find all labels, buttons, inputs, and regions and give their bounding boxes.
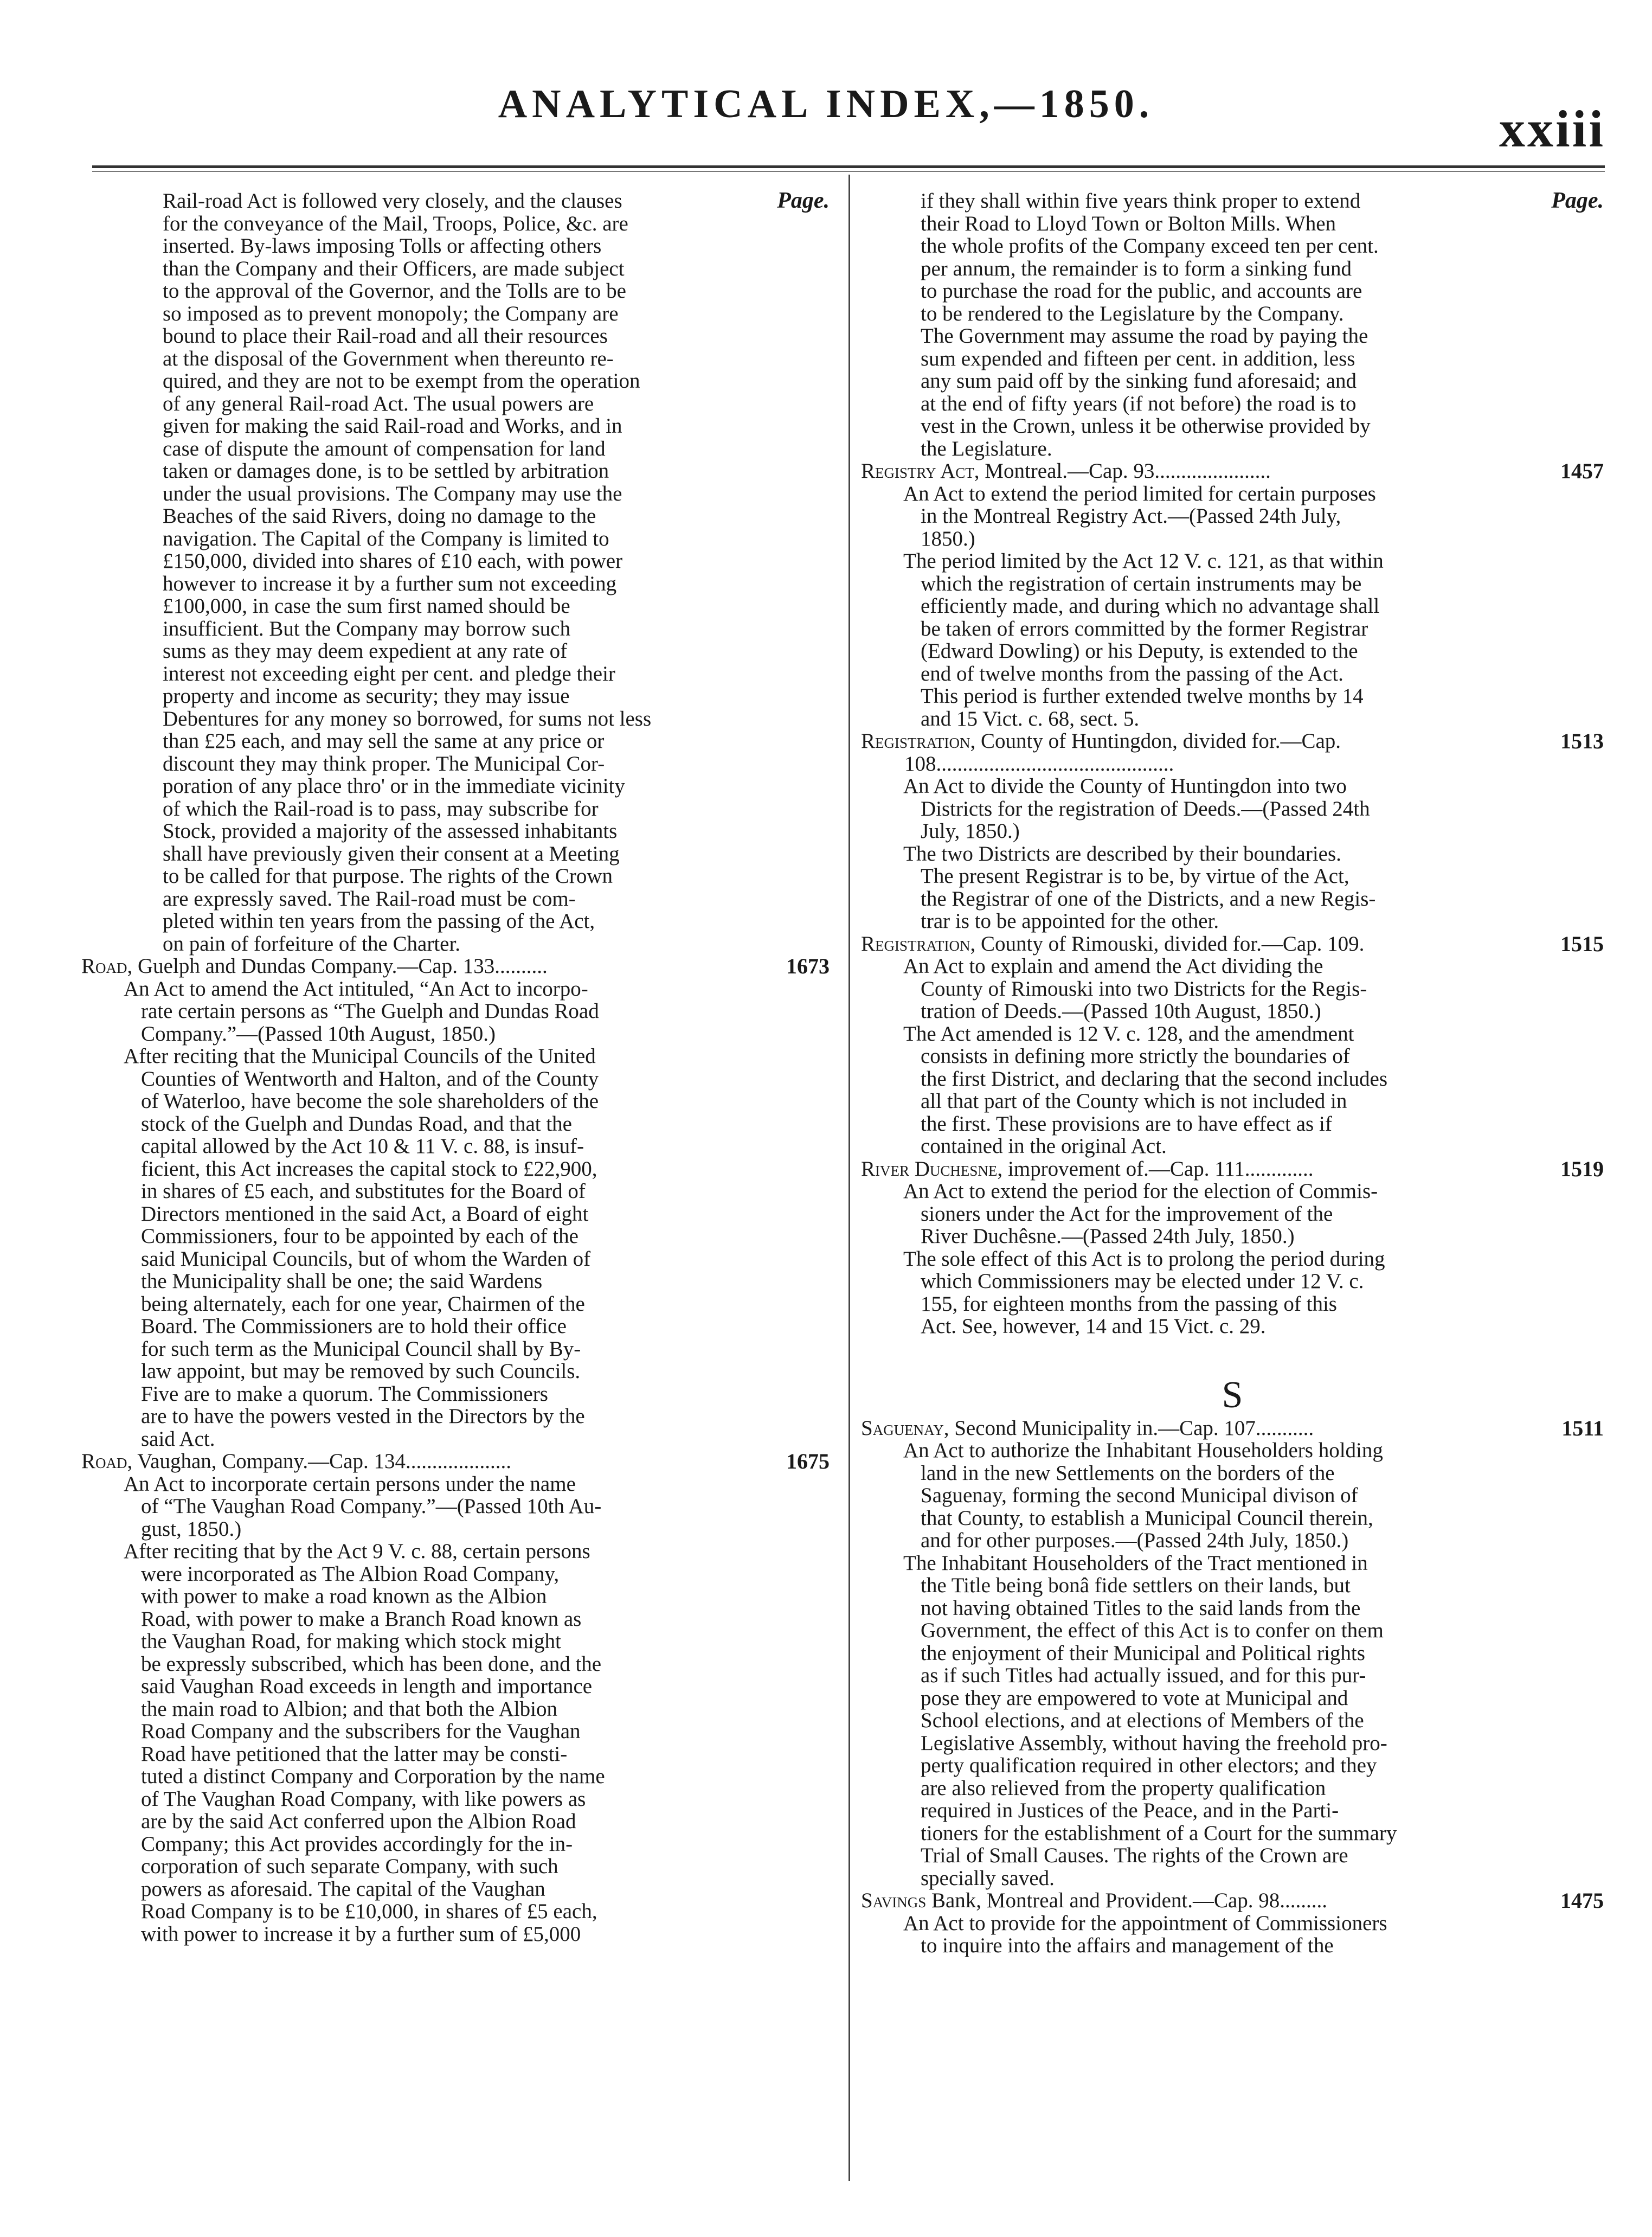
- entry-heading-keyword: Registry Act,: [861, 459, 980, 483]
- entry-heading-continued: 108.............................................: [904, 752, 1174, 775]
- summary-line: The Act amended is 12 V. c. 128, and the amendment: [903, 1022, 1354, 1046]
- entry-heading-text: Vaughan, Company.—Cap. 134....................: [132, 1450, 511, 1473]
- entry-heading-keyword: Savings: [861, 1889, 927, 1912]
- summary-line: the first. These provisions are to have effect as if: [921, 1112, 1332, 1136]
- summary-line: Road Company and the subscribers for the Vaughan: [141, 1720, 581, 1743]
- intro-text-line: than the Company and their Officers, are made subject: [163, 257, 625, 280]
- intro-text-line: poration of any place thro' or in the immediate vicinity: [163, 774, 625, 798]
- summary-line: ficient, this Act increases the capital stock to £22,900,: [141, 1157, 597, 1181]
- summary-line: the first District, and declaring that the second includes: [921, 1067, 1387, 1091]
- section-letter: S: [1222, 1374, 1243, 1416]
- entry-heading-text: Montreal.—Cap. 93......................: [979, 459, 1271, 483]
- summary-line: required in Justices of the Peace, and in the Parti-: [921, 1799, 1339, 1822]
- entry-heading-keyword: Registration,: [861, 729, 976, 753]
- summary-line: 155, for eighteen months from the passing of this: [921, 1292, 1337, 1316]
- act-title-line: An Act to incorporate certain persons under the name: [124, 1472, 576, 1496]
- act-title-line: sioners under the Act for the improvement of the: [921, 1202, 1333, 1226]
- summary-line: Road Company is to be £10,000, in shares of £5 each,: [141, 1900, 597, 1923]
- entry-heading-keyword: Saguenay,: [861, 1416, 949, 1440]
- summary-line: be taken of errors committed by the former Registrar: [921, 617, 1368, 640]
- act-title-line: land in the new Settlements on the borders of the: [921, 1461, 1335, 1485]
- summary-line: trar is to be appointed for the other.: [921, 909, 1219, 933]
- summary-line: were incorporated as The Albion Road Company,: [141, 1562, 560, 1586]
- entry-page-number: 1675: [786, 1449, 830, 1473]
- entry-heading-text: Guelph and Dundas Company.—Cap. 133..........: [132, 954, 548, 978]
- intro-text-line: any sum paid off by the sinking fund aforesaid; and: [921, 369, 1357, 393]
- summary-line: The two Districts are described by their boundaries.: [903, 842, 1341, 866]
- summary-line: tuted a distinct Company and Corporation by the name: [141, 1765, 605, 1788]
- entry-page-number: 1457: [1560, 459, 1604, 483]
- act-title-line: gust, 1850.): [141, 1517, 242, 1541]
- summary-line: are by the said Act conferred upon the Albion Road: [141, 1810, 576, 1833]
- entry-page-number: 1515: [1560, 931, 1604, 956]
- entry-heading-text: improvement of.—Cap. 111.............: [1002, 1157, 1314, 1181]
- page-column-label: Page.: [777, 188, 830, 213]
- summary-line: Board. The Commissioners are to hold their office: [141, 1315, 567, 1338]
- intro-text-line: inserted. By-laws imposing Tolls or affecting others: [163, 234, 602, 258]
- summary-line: The Inhabitant Householders of the Tract mentioned in: [903, 1551, 1368, 1575]
- act-title-line: An Act to explain and amend the Act dividing the: [903, 954, 1323, 978]
- summary-line: said Vaughan Road exceeds in length and importance: [141, 1675, 593, 1698]
- left-column: [81, 190, 830, 1945]
- intro-text-line: to purchase the road for the public, and accounts are: [921, 279, 1362, 303]
- intro-text-line: given for making the said Rail-road and Works, and in: [163, 414, 622, 438]
- summary-line: Counties of Wentworth and Halton, and of the County: [141, 1067, 599, 1091]
- column-divider: [849, 175, 850, 2181]
- act-title-line: July, 1850.): [921, 819, 1020, 843]
- intro-text-line: the Legislature.: [921, 437, 1052, 460]
- summary-line: corporation of such separate Company, with such: [141, 1855, 558, 1878]
- summary-line: Trial of Small Causes. The rights of the Crown are: [921, 1844, 1348, 1867]
- entry-heading-text: Bank, Montreal and Provident.—Cap. 98.........: [926, 1889, 1328, 1912]
- header-rule: [92, 165, 1605, 168]
- act-title-line: Company.”—(Passed 10th August, 1850.): [141, 1022, 496, 1046]
- summary-line: end of twelve months from the passing of the Act.: [921, 662, 1344, 685]
- summary-line: The period limited by the Act 12 V. c. 121, as that within: [903, 549, 1384, 573]
- page-column-label: Page.: [1551, 188, 1604, 213]
- entry-heading-text: County of Huntingdon, divided for.—Cap.: [975, 729, 1341, 753]
- intro-text-line: than £25 each, and may sell the same at any price or: [163, 729, 605, 753]
- summary-line: Five are to make a quorum. The Commissioners: [141, 1382, 548, 1406]
- summary-line: for such term as the Municipal Council shall by By-: [141, 1337, 581, 1361]
- intro-text-line: shall have previously given their consent at a Meeting: [163, 842, 620, 866]
- entry-heading: [861, 933, 1604, 956]
- intro-text-line: for the conveyance of the Mail, Troops, Police, &c. are: [163, 211, 628, 235]
- summary-line: Legislative Assembly, without having the freehold pro-: [921, 1731, 1387, 1755]
- entry-heading: [81, 1450, 830, 1473]
- summary-line: powers as aforesaid. The capital of the Vaughan: [141, 1877, 545, 1901]
- summary-line: Commissioners, four to be appointed by each of the: [141, 1225, 578, 1248]
- intro-text-line: Beaches of the said Rivers, doing no damage to the: [163, 504, 596, 528]
- intro-text-line: however to increase it by a further sum not exceeding: [163, 572, 617, 595]
- intro-text-line: so imposed as to prevent monopoly; the Company are: [163, 302, 619, 325]
- intro-text-line: to the approval of the Governor, and the Tolls are to be: [163, 279, 626, 303]
- summary-line: The sole effect of this Act is to prolong the period during: [903, 1247, 1385, 1271]
- summary-line: all that part of the County which is not included in: [921, 1089, 1347, 1113]
- summary-line: in shares of £5 each, and substitutes for the Board of: [141, 1180, 586, 1203]
- act-title-line: An Act to divide the County of Huntingdon into two: [903, 774, 1347, 798]
- act-title-line: County of Rimouski into two Districts for the Regis-: [921, 977, 1367, 1001]
- intro-text-line: interest not exceeding eight per cent. and pledge their: [163, 662, 615, 685]
- page-header-title: ANALYTICAL INDEX,—1850.: [498, 82, 1154, 126]
- intro-text-line: navigation. The Capital of the Company is limited to: [163, 527, 609, 550]
- summary-line: and 15 Vict. c. 68, sect. 5.: [921, 707, 1140, 730]
- intro-text-line: The Government may assume the road by paying the: [921, 324, 1368, 348]
- intro-text-line: per annum, the remainder is to form a sinking fund: [921, 257, 1352, 280]
- entry-heading: [861, 1889, 1604, 1912]
- summary-line: pose they are empowered to vote at Municipal and: [921, 1686, 1348, 1710]
- intro-text-line: at the disposal of the Government when thereunto re-: [163, 347, 614, 370]
- entry-heading-keyword: Registration,: [861, 932, 976, 956]
- summary-line: Company; this Act provides accordingly for the in-: [141, 1832, 573, 1856]
- entry-heading-keyword: Road,: [81, 1450, 133, 1473]
- summary-line: Act. See, however, 14 and 15 Vict. c. 29.: [921, 1315, 1266, 1338]
- intro-text-line: insufficient. But the Company may borrow such: [163, 617, 571, 640]
- act-title-line: and for other purposes.—(Passed 24th July, 1850.): [921, 1529, 1349, 1552]
- summary-line: said Municipal Councils, but of whom the Warden of: [141, 1247, 591, 1271]
- summary-line: as if such Titles had actually issued, and for this pur-: [921, 1664, 1366, 1687]
- intro-text-line: £100,000, in case the sum first named should be: [163, 594, 570, 618]
- summary-line: law appoint, but may be removed by such Councils.: [141, 1360, 581, 1383]
- entry-heading-text: County of Rimouski, divided for.—Cap. 109.: [975, 932, 1365, 956]
- intro-text-line: Rail-road Act is followed very closely, and the clauses: [163, 189, 622, 213]
- entry-heading-keyword: Road,: [81, 954, 133, 978]
- intro-text-line: at the end of fifty years (if not before) the road is to: [921, 392, 1357, 415]
- summary-line: contained in the original Act.: [921, 1134, 1167, 1158]
- entry-page-number: 1475: [1560, 1888, 1604, 1913]
- intro-text-line: property and income as security; they may issue: [163, 684, 570, 708]
- intro-text-line: sums as they may deem expedient at any rate of: [163, 639, 568, 663]
- page-folio: xxiii: [1499, 100, 1605, 158]
- intro-text-line: bound to place their Rail-road and all their resources: [163, 324, 608, 348]
- act-title-line: An Act to extend the period for the election of Commis-: [903, 1180, 1378, 1203]
- intro-text-line: of which the Rail-road is to pass, may subscribe for: [163, 797, 599, 821]
- summary-line: stock of the Guelph and Dundas Road, and that the: [141, 1112, 572, 1136]
- summary-line: the main road to Albion; and that both the Albion: [141, 1697, 557, 1721]
- summary-line: the Registrar of one of the Districts, and a new Regis-: [921, 887, 1376, 911]
- act-title-line: 1850.): [921, 527, 975, 550]
- summary-line: perty qualification required in other electors; and they: [921, 1754, 1377, 1777]
- entry-page-number: 1511: [1561, 1415, 1604, 1440]
- entry-heading: [861, 1158, 1604, 1181]
- intro-text-line: Debentures for any money so borrowed, for sums not less: [163, 707, 652, 730]
- summary-line: not having obtained Titles to the said lands from the: [921, 1596, 1361, 1620]
- summary-line: are to have the powers vested in the Directors by the: [141, 1405, 585, 1428]
- summary-line: with power to make a road known as the Albion: [141, 1585, 547, 1608]
- summary-line: Road, with power to make a Branch Road known as: [141, 1607, 582, 1631]
- summary-line: Road have petitioned that the latter may be consti-: [141, 1742, 568, 1766]
- entry-heading: [861, 1417, 1604, 1440]
- summary-line: be expressly subscribed, which has been done, and the: [141, 1652, 602, 1676]
- summary-line: School elections, and at elections of Members of the: [921, 1709, 1364, 1732]
- intro-text-line: their Road to Lloyd Town or Bolton Mills. When: [921, 211, 1336, 235]
- act-title-line: An Act to amend the Act intituled, “An Act to incorpo-: [124, 977, 588, 1001]
- act-title-line: River Duchêsne.—(Passed 24th July, 1850.): [921, 1225, 1295, 1248]
- summary-line: (Edward Dowling) or his Deputy, is extended to the: [921, 639, 1358, 663]
- summary-line: with power to increase it by a further sum of £5,000: [141, 1922, 581, 1946]
- act-title-line: An Act to provide for the appointment of Commissioners: [903, 1911, 1387, 1935]
- summary-line: the Municipality shall be one; the said Wardens: [141, 1270, 543, 1293]
- entry-heading: [81, 955, 830, 978]
- summary-line: consists in defining more strictly the boundaries of: [921, 1044, 1350, 1068]
- summary-line: This period is further extended twelve months by 14: [921, 684, 1364, 708]
- summary-line: the enjoyment of their Municipal and Political rights: [921, 1641, 1365, 1665]
- act-title-line: An Act to authorize the Inhabitant Householders holding: [903, 1439, 1383, 1462]
- summary-line: of The Vaughan Road Company, with like powers as: [141, 1787, 586, 1811]
- header-rule-thin: [92, 171, 1605, 172]
- right-column: [861, 190, 1604, 1957]
- section-spacer: [861, 1338, 1604, 1360]
- act-title-line: rate certain persons as “The Guelph and Dundas Road: [141, 999, 599, 1023]
- entry-page-number: 1673: [786, 954, 830, 978]
- summary-line: the Title being bonâ fide settlers on their lands, but: [921, 1574, 1351, 1597]
- intro-text-line: are expressly saved. The Rail-road must be com-: [163, 887, 576, 911]
- summary-line: which Commissioners may be elected under 12 V. c.: [921, 1270, 1364, 1293]
- intro-text-line: vest in the Crown, unless it be otherwise provided by: [921, 414, 1371, 438]
- intro-text-line: £150,000, divided into shares of £10 each, with power: [163, 549, 623, 573]
- summary-line: Government, the effect of this Act is to confer on them: [921, 1619, 1384, 1642]
- summary-line: Directors mentioned in the said Act, a Board of eight: [141, 1202, 589, 1226]
- intro-text-line: under the usual provisions. The Company may use the: [163, 482, 622, 505]
- summary-line: specially saved.: [921, 1866, 1055, 1890]
- intro-text-line: taken or damages done, is to be settled by arbitration: [163, 459, 609, 483]
- entry-heading: [861, 730, 1604, 753]
- intro-text-line: sum expended and fifteen per cent. in addition, less: [921, 347, 1355, 370]
- intro-text-line: discount they may think proper. The Municipal Cor-: [163, 752, 605, 775]
- intro-text-line: to be called for that purpose. The rights of the Crown: [163, 864, 613, 888]
- intro-text-line: Stock, provided a majority of the assessed inhabitants: [163, 819, 618, 843]
- intro-text-line: pleted within ten years from the passing of the Act,: [163, 909, 595, 933]
- intro-text-line: case of dispute the amount of compensation for land: [163, 437, 606, 460]
- entry-heading: [861, 460, 1604, 483]
- summary-line: tioners for the establishment of a Court for the summary: [921, 1821, 1397, 1845]
- summary-line: efficiently made, and during which no advantage shall: [921, 594, 1380, 618]
- summary-line: which the registration of certain instruments may be: [921, 572, 1362, 595]
- act-title-line: Saguenay, forming the second Municipal divison of: [921, 1484, 1358, 1507]
- entry-page-number: 1519: [1560, 1156, 1604, 1181]
- summary-line: said Act.: [141, 1427, 215, 1451]
- act-title-line: of “The Vaughan Road Company.”—(Passed 10th Au-: [141, 1495, 602, 1518]
- intro-text-line: to be rendered to the Legislature by the Company.: [921, 302, 1344, 325]
- entry-heading-text: Second Municipality in.—Cap. 107...........: [949, 1416, 1314, 1440]
- entry-heading-keyword: River Duchesne,: [861, 1157, 1003, 1181]
- act-title-line: An Act to extend the period limited for certain purposes: [903, 482, 1376, 505]
- summary-line: capital allowed by the Act 10 & 11 V. c. 88, is insuf-: [141, 1134, 584, 1158]
- act-title-line: to inquire into the affairs and management of the: [921, 1934, 1334, 1957]
- entry-page-number: 1513: [1560, 729, 1604, 753]
- summary-line: of Waterloo, have become the sole shareholders of the: [141, 1089, 599, 1113]
- act-title-line: that County, to establish a Municipal Council therein,: [921, 1506, 1373, 1530]
- intro-text-line: quired, and they are not to be exempt from the operation: [163, 369, 640, 393]
- summary-line: the Vaughan Road, for making which stock might: [141, 1630, 561, 1653]
- intro-text-line: of any general Rail-road Act. The usual powers are: [163, 392, 594, 415]
- intro-text-line: on pain of forfeiture of the Charter.: [163, 932, 461, 956]
- intro-text-line: the whole profits of the Company exceed ten per cent.: [921, 234, 1379, 258]
- summary-line: are also relieved from the property qualification: [921, 1776, 1326, 1800]
- act-title-line: in the Montreal Registry Act.—(Passed 24th July,: [921, 504, 1341, 528]
- act-title-line: tration of Deeds.—(Passed 10th August, 1850.): [921, 999, 1321, 1023]
- summary-line: being alternately, each for one year, Chairmen of the: [141, 1292, 585, 1316]
- summary-line: After reciting that by the Act 9 V. c. 88, certain persons: [124, 1540, 590, 1563]
- summary-line: After reciting that the Municipal Councils of the United: [124, 1044, 596, 1068]
- act-title-line: Districts for the registration of Deeds.—(Passed 24th: [921, 797, 1370, 821]
- intro-text-line: if they shall within five years think proper to extend: [921, 189, 1361, 213]
- summary-line: The present Registrar is to be, by virtue of the Act,: [921, 864, 1349, 888]
